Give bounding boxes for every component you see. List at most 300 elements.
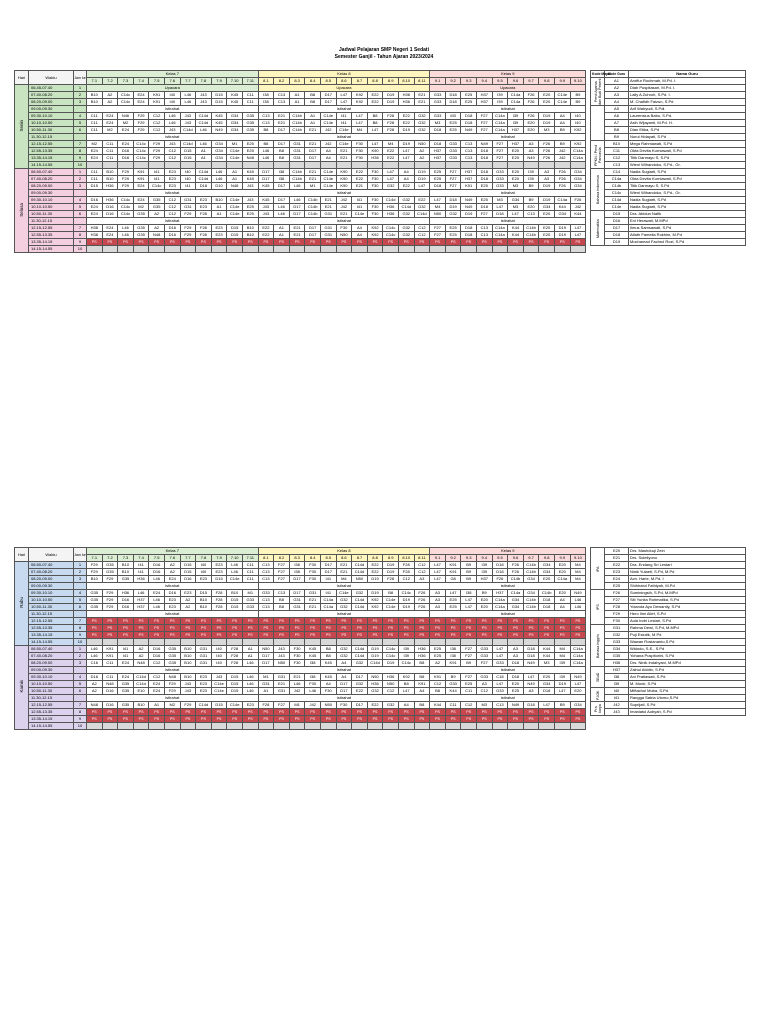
ps-cell: PS [539, 618, 555, 625]
ps-cell: PS [414, 618, 430, 625]
lesson-cell: H37 [430, 155, 446, 162]
lesson-cell: M1 [289, 702, 305, 709]
lesson-cell: B8 [274, 148, 290, 155]
teacher-row [591, 569, 746, 576]
teacher-name: Ninik Yulaeti, S.Pd, M.Pd [629, 569, 746, 576]
jam-ke: 9 [74, 716, 87, 723]
lesson-cell: J43 [196, 92, 212, 99]
lesson-cell: H37 [133, 604, 149, 611]
lesson-cell: E23 [164, 597, 180, 604]
lesson-cell: B8 [414, 702, 430, 709]
lesson-cell: C14d [133, 674, 149, 681]
lesson-cell: F29 [180, 702, 196, 709]
lesson-cell: D18 [477, 204, 493, 211]
lesson-cell: C14d [352, 653, 368, 660]
class-header: 9.1 [430, 78, 446, 85]
ps-cell: PS [508, 709, 524, 716]
lesson-cell: E24 [118, 674, 134, 681]
lesson-cell: D15 [196, 590, 212, 597]
lesson-cell: E20 [539, 211, 555, 218]
lesson-cell: I38 [258, 99, 274, 106]
lesson-cell: C14c [398, 660, 414, 667]
lesson-cell: A2 [133, 646, 149, 653]
ps-cell: PS [523, 632, 539, 639]
ps-cell: PS [398, 618, 414, 625]
ps-cell: PS [227, 709, 243, 716]
empty-cell [118, 246, 134, 253]
teacher-code: J43 [605, 709, 629, 716]
lesson-cell: C14c [118, 99, 134, 106]
lesson-cell: L46 [242, 674, 258, 681]
teacher-code: G31 [605, 625, 629, 632]
lesson-cell: I40 [164, 99, 180, 106]
teacher-row [591, 646, 746, 653]
lesson-cell: D19 [554, 232, 570, 239]
lesson-cell: K45 [258, 183, 274, 190]
lesson-cell: I39 [398, 653, 414, 660]
lesson-cell: D18 [477, 169, 493, 176]
class-header: 7.10 [227, 78, 243, 85]
lesson-cell: D19 [398, 141, 414, 148]
lesson-cell: L46 [258, 148, 274, 155]
teacher-name: Ani Pratiawati, S.Pd [629, 674, 746, 681]
lesson-cell: A1 [196, 155, 212, 162]
day-name: Selasa [18, 202, 24, 217]
lesson-cell: F28 [196, 211, 212, 218]
lesson-cell: E21 [289, 674, 305, 681]
teacher-row [591, 681, 746, 688]
lesson-cell: F28 [211, 597, 227, 604]
lesson-cell: C16 [87, 660, 103, 667]
empty-cell [320, 246, 336, 253]
istirahat-cell: istirahat [430, 106, 586, 113]
lesson-cell: G35 [118, 688, 134, 695]
teacher-row [591, 190, 746, 197]
lesson-cell: F29 [180, 232, 196, 239]
lesson-cell: E21 [336, 569, 352, 576]
lesson-cell: J42 [570, 204, 586, 211]
subject-group: Pra karya [591, 702, 605, 716]
schedule-row [15, 625, 586, 632]
lesson-cell: C13 [274, 590, 290, 597]
empty-cell [352, 723, 368, 730]
lesson-cell: K91 [430, 674, 446, 681]
empty-cell [164, 162, 180, 169]
lesson-cell: F30 [336, 225, 352, 232]
lesson-cell: M2 [164, 702, 180, 709]
teacher-code: E20 [605, 548, 629, 555]
empty-cell [570, 246, 586, 253]
lesson-cell: J42 [289, 688, 305, 695]
lesson-cell: C12 [149, 113, 165, 120]
lesson-cell: G33 [492, 688, 508, 695]
time-slot: 08.20-09.00 [29, 576, 74, 583]
lesson-cell: E22 [383, 155, 399, 162]
ps-cell: PS [305, 618, 321, 625]
header-row-classes [15, 78, 586, 85]
lesson-cell: B10 [133, 702, 149, 709]
ps-cell: PS [508, 716, 524, 723]
empty-cell [461, 246, 477, 253]
empty-cell [180, 246, 196, 253]
empty-cell [430, 246, 446, 253]
teacher-row [591, 674, 746, 681]
lesson-cell: H37 [461, 169, 477, 176]
teacher-row [591, 590, 746, 597]
lesson-cell: C14b [289, 120, 305, 127]
istirahat-cell: istirahat [87, 695, 259, 702]
lesson-cell: F26 [492, 576, 508, 583]
empty-cell [118, 723, 134, 730]
time-slot: 12.55-13.35 [29, 625, 74, 632]
class-header: 9.2 [445, 555, 461, 562]
empty-cell [289, 723, 305, 730]
teacher-name: Aroffur Rochmah, M.Pd. I. [629, 78, 746, 85]
class-header: 8.5 [320, 555, 336, 562]
class-header: 9.10 [570, 78, 586, 85]
lesson-cell: F27 [461, 674, 477, 681]
lesson-cell: F26 [508, 562, 524, 569]
lesson-cell: K92 [367, 225, 383, 232]
jam-ke: 1 [74, 562, 87, 569]
lesson-cell: E21 [414, 92, 430, 99]
jam-ke: 1 [74, 646, 87, 653]
empty-cell [196, 162, 212, 169]
lesson-cell: C12 [149, 660, 165, 667]
lesson-cell: C14c [118, 211, 134, 218]
lesson-cell: D15 [227, 597, 243, 604]
lesson-cell: D18 [492, 211, 508, 218]
ps-cell: PS [477, 625, 493, 632]
jam-ke [74, 218, 87, 225]
lesson-cell: E24 [102, 232, 118, 239]
lesson-cell: F26 [508, 569, 524, 576]
lesson-cell: E23 [164, 604, 180, 611]
lesson-cell: I41 [118, 653, 134, 660]
lesson-cell: G32 [414, 113, 430, 120]
lesson-cell: F29 [102, 604, 118, 611]
teacher-name: Dra. Endang Sri Lestari [629, 562, 746, 569]
lesson-cell: H36 [367, 155, 383, 162]
lesson-cell: D16 [87, 674, 103, 681]
lesson-cell: I40 [570, 113, 586, 120]
lesson-cell: J43 [196, 99, 212, 106]
empty-cell [164, 723, 180, 730]
lesson-cell: F27 [492, 148, 508, 155]
lesson-cell: G34 [211, 155, 227, 162]
class-header: 9.10 [570, 555, 586, 562]
empty-cell [477, 639, 493, 646]
lesson-cell: D17 [258, 176, 274, 183]
lesson-cell: K45 [211, 120, 227, 127]
jam-ke: 8 [74, 625, 87, 632]
teacher-row [591, 239, 746, 246]
lesson-cell: C14d [352, 569, 368, 576]
ps-cell: PS [477, 709, 493, 716]
lesson-cell: J43 [258, 204, 274, 211]
lesson-cell: G35 [242, 113, 258, 120]
teacher-code: E24 [605, 576, 629, 583]
subject-group: Pend Agama dan Budi Pekerti [591, 78, 605, 106]
ps-cell: PS [274, 625, 290, 632]
ps-cell: PS [523, 625, 539, 632]
lesson-cell: N50 [320, 702, 336, 709]
empty-cell [383, 639, 399, 646]
ps-cell: PS [164, 709, 180, 716]
istirahat-cell: istirahat [87, 106, 259, 113]
lesson-cell: C14b [289, 113, 305, 120]
lesson-cell: H37 [508, 127, 524, 134]
teacher-name: Okta Devita Kurniawati, S.Pd [629, 176, 746, 183]
lesson-cell: G35 [164, 646, 180, 653]
lesson-cell: D16 [102, 204, 118, 211]
schedule-row [15, 632, 586, 639]
ps-cell: PS [523, 239, 539, 246]
lesson-cell: G34 [227, 113, 243, 120]
empty-cell [149, 639, 165, 646]
ps-cell: PS [196, 709, 212, 716]
lesson-cell: E25 [461, 681, 477, 688]
class-header: 8.6 [336, 78, 352, 85]
lesson-cell: L47 [430, 562, 446, 569]
lesson-cell: F30 [352, 148, 368, 155]
lesson-cell: D16 [149, 653, 165, 660]
empty-cell [508, 246, 524, 253]
empty-cell [554, 723, 570, 730]
teacher-code: H37 [605, 667, 629, 674]
upacara-cell: Upacara [430, 85, 586, 92]
lesson-cell: D19 [383, 99, 399, 106]
lesson-cell: K44 [445, 688, 461, 695]
lesson-cell: F27 [492, 155, 508, 162]
lesson-cell: F28 [398, 569, 414, 576]
lesson-cell: D18 [461, 225, 477, 232]
ps-cell: PS [570, 716, 586, 723]
ps-cell: PS [461, 618, 477, 625]
lesson-cell: E24 [149, 688, 165, 695]
lesson-cell: C14e [320, 183, 336, 190]
istirahat-cell: istirahat [87, 611, 259, 618]
upacara-cell: Upacara [87, 85, 259, 92]
ps-cell: PS [554, 625, 570, 632]
teacher-code: C11 [605, 148, 629, 155]
empty-cell [523, 639, 539, 646]
lesson-cell: H36 [102, 197, 118, 204]
header-hari: Hari [15, 71, 29, 85]
lesson-cell: G33 [492, 660, 508, 667]
lesson-cell: C14e [554, 99, 570, 106]
lesson-cell: L47 [414, 183, 430, 190]
time-slot: 11.30-12.15 [29, 134, 74, 141]
ps-cell: PS [570, 625, 586, 632]
jam-ke: 8 [74, 232, 87, 239]
lesson-cell: C14e [227, 211, 243, 218]
empty-cell [492, 723, 508, 730]
lesson-cell: C14e [211, 681, 227, 688]
lesson-cell: G33 [242, 604, 258, 611]
lesson-cell: G31 [305, 590, 321, 597]
schedule-table-bottom [14, 547, 586, 730]
lesson-cell: D17 [274, 127, 290, 134]
teacher-code: D18 [605, 232, 629, 239]
teacher-name: Mega Rahmawati, S.Pd [629, 141, 746, 148]
teacher-name: Drs. Suletiyono [629, 555, 746, 562]
lesson-cell: I41 [133, 562, 149, 569]
lesson-cell: F26 [539, 148, 555, 155]
lesson-cell: D17 [320, 562, 336, 569]
lesson-cell: L47 [570, 225, 586, 232]
teacher-code: C14d [605, 197, 629, 204]
teacher-table-top [590, 70, 746, 246]
lesson-cell: C11 [87, 120, 103, 127]
header-hari: Hari [15, 548, 29, 562]
lesson-cell: C14c [133, 148, 149, 155]
empty-cell [523, 723, 539, 730]
ps-cell: PS [336, 716, 352, 723]
lesson-cell: C13 [258, 113, 274, 120]
lesson-cell: I40 [180, 169, 196, 176]
lesson-cell: E20 [539, 232, 555, 239]
ps-cell: PS [227, 625, 243, 632]
lesson-cell: I41 [336, 113, 352, 120]
lesson-cell: F26 [523, 99, 539, 106]
empty-cell [554, 162, 570, 169]
lesson-cell: C13 [461, 155, 477, 162]
subject-group: SBuD [591, 667, 605, 688]
lesson-cell: K90 [336, 169, 352, 176]
lesson-cell: C14a [492, 597, 508, 604]
lesson-cell: C14e [352, 211, 368, 218]
lesson-cell: D19 [554, 225, 570, 232]
lesson-cell: A4 [398, 176, 414, 183]
lesson-cell: F29 [180, 211, 196, 218]
teacher-name: Laily A Zuhroh, S.Pd. I. [629, 92, 746, 99]
lesson-cell: D19 [383, 562, 399, 569]
time-slot: 10.50-11.30 [29, 127, 74, 134]
lesson-cell: I40 [211, 653, 227, 660]
lesson-cell: J43 [242, 183, 258, 190]
teacher-row [591, 183, 746, 190]
lesson-cell: L46 [118, 225, 134, 232]
lesson-cell: D16 [102, 211, 118, 218]
ps-cell: PS [133, 716, 149, 723]
lesson-cell: B10 [211, 197, 227, 204]
lesson-cell: B8 [383, 590, 399, 597]
class-header: 9.8 [539, 555, 555, 562]
ps-cell: PS [492, 632, 508, 639]
lesson-cell: D18 [539, 604, 555, 611]
lesson-cell: E23 [164, 169, 180, 176]
lesson-cell: E21 [336, 148, 352, 155]
lesson-cell: F27 [461, 646, 477, 653]
lesson-cell: B8 [274, 155, 290, 162]
lesson-cell: D10 [211, 183, 227, 190]
time-slot: 06.50-07.40 [29, 169, 74, 176]
lesson-cell: C14a [508, 99, 524, 106]
teacher-name: Suprijati, S.Pd [629, 702, 746, 709]
ps-cell: PS [508, 239, 524, 246]
lesson-cell: L47 [367, 127, 383, 134]
lesson-cell: M2 [118, 120, 134, 127]
schedule-row [15, 162, 586, 169]
empty-cell [352, 639, 368, 646]
lesson-cell: B9 [523, 183, 539, 190]
teacher-row [591, 583, 746, 590]
lesson-cell: E22 [352, 688, 368, 695]
lesson-cell: F30 [305, 569, 321, 576]
lesson-cell: M3 [492, 197, 508, 204]
lesson-cell: B8 [398, 681, 414, 688]
lesson-cell: D18 [508, 674, 524, 681]
lesson-cell: C14c [383, 232, 399, 239]
ps-cell: PS [102, 716, 118, 723]
lesson-cell: G32 [336, 597, 352, 604]
ps-cell: PS [398, 632, 414, 639]
class-header: 8.3 [289, 78, 305, 85]
class-header: 8.10 [398, 555, 414, 562]
empty-cell [227, 246, 243, 253]
lesson-cell: A3 [430, 604, 446, 611]
ps-cell: PS [305, 239, 321, 246]
ps-cell: PS [320, 632, 336, 639]
lesson-cell: E25 [445, 127, 461, 134]
empty-cell [102, 246, 118, 253]
time-slot: 11.30-12.15 [29, 611, 74, 618]
ps-cell: PS [554, 709, 570, 716]
ps-cell: PS [320, 239, 336, 246]
lesson-cell: I40 [570, 120, 586, 127]
lesson-cell: I39 [492, 99, 508, 106]
empty-cell [445, 639, 461, 646]
lesson-cell: E21 [336, 211, 352, 218]
lesson-cell: E21 [320, 204, 336, 211]
lesson-cell: G31 [258, 681, 274, 688]
lesson-cell: G31 [320, 211, 336, 218]
lesson-cell: F27 [430, 225, 446, 232]
lesson-cell: M3 [539, 660, 555, 667]
ps-cell: PS [242, 632, 258, 639]
lesson-cell: I38 [274, 169, 290, 176]
teacher-row [591, 148, 746, 155]
lesson-cell: C14c [149, 183, 165, 190]
empty-cell [87, 246, 103, 253]
lesson-cell: N48 [87, 702, 103, 709]
lesson-cell: D19 [539, 113, 555, 120]
lesson-cell: G31 [180, 197, 196, 204]
empty-cell [305, 723, 321, 730]
jam-ke: 4 [74, 590, 87, 597]
teacher-row [591, 204, 746, 211]
lesson-cell: L47 [492, 653, 508, 660]
lesson-cell: C14a [508, 92, 524, 99]
day-name: Kamis [18, 680, 24, 693]
lesson-cell: E21 [305, 169, 321, 176]
ps-cell: PS [492, 625, 508, 632]
lesson-cell: G32 [414, 127, 430, 134]
header-kelas-9: Kelas 9 [430, 71, 586, 78]
lesson-cell: D19 [414, 169, 430, 176]
lesson-cell: M1 [242, 590, 258, 597]
lesson-cell: G35 [102, 562, 118, 569]
lesson-cell: D17 [274, 141, 290, 148]
teacher-row [591, 211, 746, 218]
empty-cell [414, 639, 430, 646]
lesson-cell: G33 [477, 653, 493, 660]
lesson-cell: M4 [336, 576, 352, 583]
lesson-cell: A1 [149, 702, 165, 709]
lesson-cell: N50 [274, 660, 290, 667]
lesson-cell: C14b [523, 232, 539, 239]
